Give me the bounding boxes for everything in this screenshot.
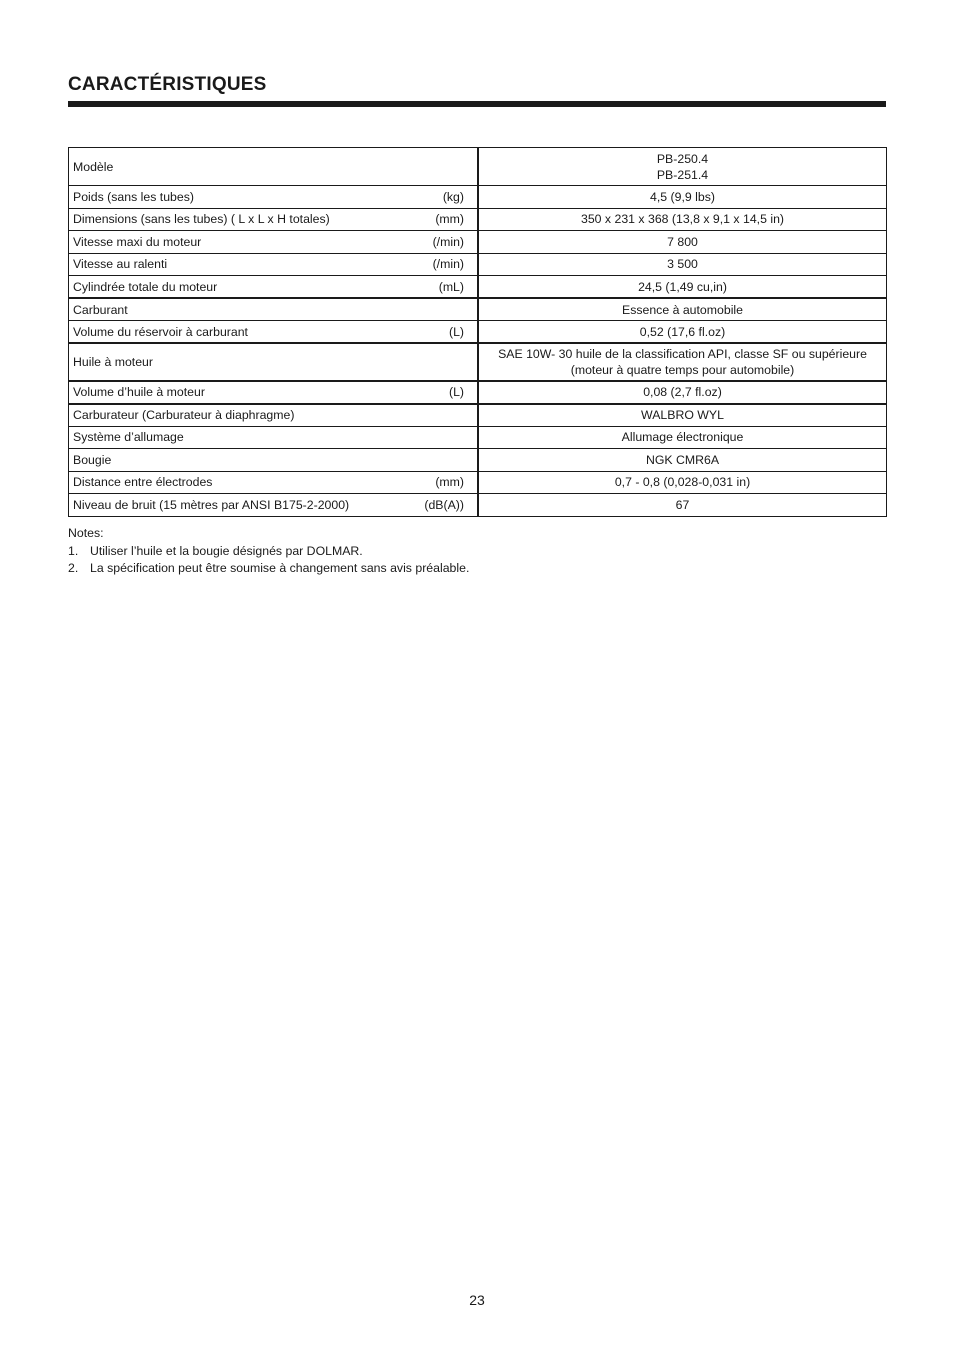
spec-row <box>69 276 887 299</box>
notes-section <box>68 525 469 578</box>
note-item <box>68 560 469 578</box>
spec-label: Carburateur (Carburateur à diaphragme) <box>73 408 295 422</box>
spec-row <box>69 471 887 494</box>
spec-label-cell <box>69 426 479 449</box>
spec-label: Modèle <box>73 159 114 174</box>
spec-label-cell <box>69 471 479 494</box>
spec-label: Niveau de bruit (15 mètres par ANSI B175-2-2000) <box>73 497 350 512</box>
spec-label: Cylindrée totale du moteur <box>73 279 218 294</box>
spec-value: 67 <box>675 497 690 512</box>
spec-value-cell <box>478 426 887 449</box>
spec-unit: (dB(A)) <box>424 497 464 512</box>
spec-value: WALBRO WYL <box>641 408 724 422</box>
spec-value: SAE 10W- 30 huile de la classification API, classe SF ou supérieure <box>498 347 867 361</box>
spec-label: Volume d’huile à moteur <box>73 385 205 400</box>
spec-row <box>69 298 887 321</box>
spec-label-cell <box>69 253 479 276</box>
spec-value-cell <box>478 186 887 209</box>
spec-unit: (L) <box>448 385 464 400</box>
spec-value-cell <box>478 321 887 344</box>
spec-row <box>69 231 887 254</box>
spec-value-cell <box>478 343 887 381</box>
spec-label-cell <box>69 321 479 344</box>
spec-value: 0,52 (17,6 fl.oz) <box>639 324 726 339</box>
spec-label-cell <box>69 494 479 517</box>
spec-label: Distance entre électrodes <box>73 475 213 490</box>
spec-value-cell <box>478 449 887 472</box>
spec-label-cell <box>69 208 479 231</box>
spec-row <box>69 321 887 344</box>
spec-value: Essence à automobile <box>622 302 743 317</box>
spec-value: 0,7 - 0,8 (0,028-0,031 in) <box>614 475 751 490</box>
spec-row <box>69 449 887 472</box>
spec-unit: (L) <box>448 324 464 339</box>
spec-table <box>68 147 887 517</box>
spec-value-cell <box>478 298 887 321</box>
title-divider <box>68 101 886 107</box>
notes-heading: Notes: <box>68 526 104 540</box>
spec-label-cell <box>69 231 479 254</box>
spec-label-cell <box>69 186 479 209</box>
spec-value: 0,08 (2,7 fl.oz) <box>643 385 722 400</box>
page-number: 23 <box>469 1292 485 1308</box>
spec-value-cell <box>478 471 887 494</box>
spec-label: Bougie <box>73 452 112 467</box>
spec-label: Vitesse au ralenti <box>73 257 168 272</box>
spec-unit: (mL) <box>438 279 464 294</box>
spec-label: Dimensions (sans les tubes) ( L x L x H totales) <box>73 212 330 227</box>
spec-label: Système d’allumage <box>73 430 184 445</box>
note-item <box>68 543 469 561</box>
spec-unit: (/min) <box>432 257 464 272</box>
spec-value: 24,5 (1,49 cu,in) <box>638 279 727 294</box>
spec-row <box>69 186 887 209</box>
spec-unit: (mm) <box>435 475 464 490</box>
page-title: CARACTÉRISTIQUES <box>68 74 267 95</box>
note-text: La spécification peut être soumise à changement sans avis préalable. <box>90 561 470 575</box>
spec-label-cell <box>69 276 479 299</box>
spec-value: NGK CMR6A <box>645 452 720 467</box>
spec-label: Huile à moteur <box>73 355 153 369</box>
spec-row <box>69 208 887 231</box>
spec-value-cell <box>478 404 887 427</box>
spec-label: Vitesse maxi du moteur <box>73 234 202 249</box>
spec-value: 3 500 <box>667 257 698 272</box>
spec-value-cell <box>478 494 887 517</box>
spec-label-cell <box>69 449 479 472</box>
spec-row <box>69 343 887 381</box>
note-number: 1. <box>68 543 79 558</box>
spec-value: PB-251.4 <box>656 167 709 182</box>
spec-table-body <box>69 148 887 517</box>
spec-value-cell <box>478 253 887 276</box>
spec-unit: (kg) <box>442 189 464 204</box>
spec-value-cell <box>478 208 887 231</box>
spec-label-cell <box>69 298 479 321</box>
spec-value-cell <box>478 148 887 186</box>
note-text: Utiliser l’huile et la bougie désignés par DOLMAR. <box>90 543 363 558</box>
spec-value: 350 x 231 x 368 (13,8 x 9,1 x 14,5 in) <box>580 212 785 227</box>
note-number: 2. <box>68 561 79 575</box>
spec-row <box>69 148 887 186</box>
spec-row <box>69 381 887 404</box>
spec-label-cell <box>69 148 479 186</box>
spec-row <box>69 253 887 276</box>
spec-row <box>69 426 887 449</box>
spec-value: 4,5 (9,9 lbs) <box>650 189 715 204</box>
spec-label: Poids (sans les tubes) <box>73 189 194 204</box>
spec-value: (moteur à quatre temps pour automobile) <box>570 363 795 377</box>
spec-label-cell <box>69 381 479 404</box>
spec-value: Allumage électronique <box>621 430 744 445</box>
spec-value-cell <box>478 276 887 299</box>
spec-label: Volume du réservoir à carburant <box>73 324 248 339</box>
spec-unit: (/min) <box>432 234 464 249</box>
spec-unit: (mm) <box>435 212 464 227</box>
spec-row <box>69 494 887 517</box>
spec-value: 7 800 <box>667 234 698 249</box>
spec-label: Carburant <box>73 302 128 317</box>
spec-label-cell <box>69 343 479 381</box>
spec-value-cell <box>478 381 887 404</box>
spec-label-cell <box>69 404 479 427</box>
spec-row <box>69 404 887 427</box>
spec-value: PB-250.4 <box>656 151 709 166</box>
spec-value-cell <box>478 231 887 254</box>
